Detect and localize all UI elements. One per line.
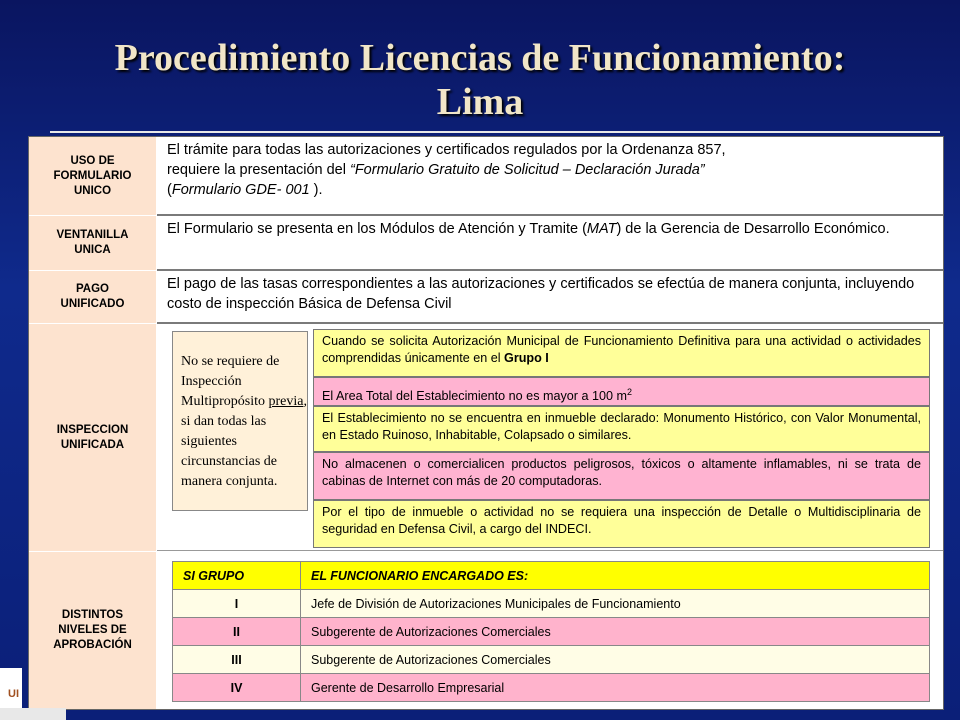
row-divider	[157, 322, 943, 324]
approval-table-header	[173, 562, 930, 590]
slide-title	[0, 36, 960, 124]
uso-description: El trámite para todas las autorizaciones y certificados regulados por la Ordenanza 857, requiere la presentación del “Formulario Gratuito de Solicitud – Declaración Jurada” (Formulario GDE- 001 ).	[167, 142, 726, 198]
circumstance-4: No almacenen o comercialicen productos peligrosos, tóxicos o altamente inflamables, ni se trata de cabinas de Internet con más de 20 computadoras.	[313, 452, 930, 500]
title-line-2: Lima	[436, 81, 524, 123]
circumstance-1: Cuando se solicita Autorización Municipal de Funcionamiento Definitiva para una actividad o actividades comprendidas únicamente en el Grupo I	[313, 329, 930, 377]
inspection-note: No se requiere de Inspección Multipropósito previa, si dan todas las siguientes circunstancias de manera conjunta.	[172, 331, 308, 511]
ventanilla-description: El Formulario se presenta en los Módulos de Atención y Tramite (MAT) de la Gerencia de Desarrollo Económico.	[167, 221, 890, 237]
label-ventanilla: VENTANILLA UNICA	[29, 216, 156, 271]
title-line-1: Procedimiento Licencias de Funcionamiento:	[114, 37, 846, 79]
circumstance-5: Por el tipo de inmueble o actividad no se requiera una inspección de Detalle o Multidisciplinaria de seguridad en Defensa Civil, a cargo del INDECI.	[313, 500, 930, 548]
row-divider	[157, 214, 943, 216]
corner-logo-strip	[0, 708, 66, 720]
corner-logo-text: UI	[8, 688, 19, 700]
header-grupo: SI GRUPO	[173, 562, 301, 590]
row-divider	[157, 269, 943, 271]
pago-description: El pago de las tasas correspondientes a las autorizaciones y certificados se efectúa de manera conjunta, incluyendo costo de inspección Básica de Defensa Civil	[167, 276, 915, 312]
header-funcionario: EL FUNCIONARIO ENCARGADO ES:	[301, 562, 930, 590]
label-pago: PAGO UNIFICADO	[29, 271, 156, 324]
label-uso-formulario: USO DE FORMULARIO UNICO	[29, 137, 156, 216]
table-row: III Subgerente de Autorizaciones Comerciales	[173, 646, 930, 674]
label-inspeccion: INSPECCION UNIFICADA	[29, 324, 156, 552]
row-divider	[157, 550, 943, 551]
circumstance-3: El Establecimiento no se encuentra en inmueble declarado: Monumento Histórico, con Valor Monumental, en Estado Ruinoso, Inhabitable, Colapsado o similares.	[313, 406, 930, 452]
table-row: IV Gerente de Desarrollo Empresarial	[173, 674, 930, 702]
label-niveles: DISTINTOS NIVELES DE APROBACIÓN	[29, 552, 156, 709]
table-row: I Jefe de División de Autorizaciones Municipales de Funcionamiento	[173, 590, 930, 618]
approval-table	[172, 561, 930, 702]
title-divider	[50, 131, 940, 133]
table-row: II Subgerente de Autorizaciones Comerciales	[173, 618, 930, 646]
circumstance-2: El Area Total del Establecimiento no es mayor a 100 $m^2$	[313, 377, 930, 406]
